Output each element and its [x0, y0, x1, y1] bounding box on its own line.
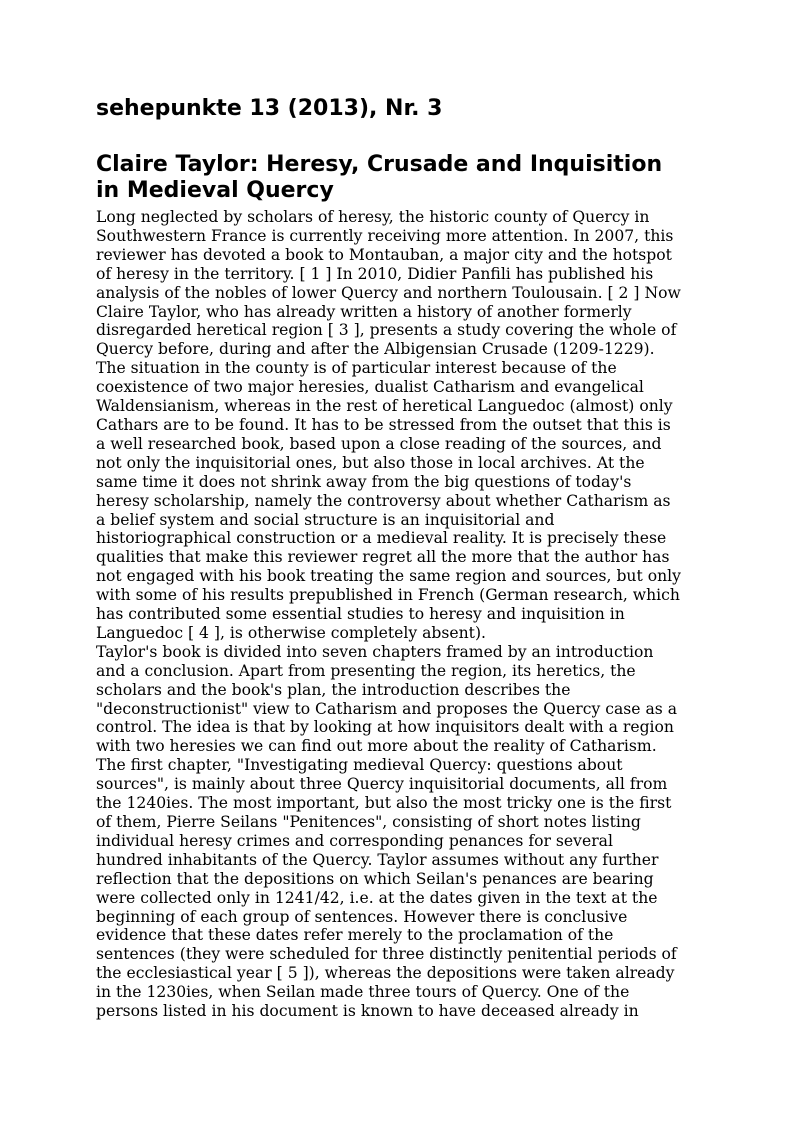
document-page: [96, 94, 706, 1021]
review-title: Claire Taylor: Heresy, Crusade and Inquisition in Medieval Quercy: [96, 152, 663, 203]
body-paragraph-2: Taylor's book is divided into seven chapters framed by an introduction and a conclusion. Apart from presenting the region, its heretics, the scholars and the book's plan, the introduction describes the "deconstructionist" view to Catharism and proposes the Quercy case as a control. The idea is that by looking at how inquisitors dealt with a region with two heresies we can find out more about the reality of Catharism. The first chapter, "Investigating medieval Quercy: questions about sources", is mainly about three Quercy inquisitorial documents, all from the 1240ies. The most important, but also the most tricky one is the first of them, Pierre Seilans "Penitences", consisting of short notes listing individual heresy crimes and corresponding penances for several hundred inhabitants of the Quercy. Taylor assumes without any further reflection that the depositions on which Seilan's penances are bearing were collected only in 1241/42, i.e. at the dates given in the text at the beginning of each group of sentences. However there is conclusive evidence that these dates refer merely to the proclamation of the sentences (they were scheduled for three distinctly penitential periods of the ecclesiastical year [ 5 ]), whereas the depositions were taken already in the 1230ies, when Seilan made three tours of Quercy. One of the persons listed in his document is known to have deceased already in: [96, 642, 678, 1021]
journal-heading: sehepunkte 13 (2013), Nr. 3: [96, 96, 443, 121]
body-paragraph-1: Long neglected by scholars of heresy, the historic county of Quercy in Southwestern France is currently receiving more attention. In 2007, this reviewer has devoted a book to Montauban, a major city and the hotspot of heresy in the territory. [ 1 ] In 2010, Didier Panfili has published his analysis of the nobles of lower Quercy and northern Toulousain. [ 2 ] Now Claire Taylor, who has already written a history of another formerly disregarded heretical region [ 3 ], presents a study covering the whole of Quercy before, during and after the Albigensian Crusade (1209-1229). The situation in the county is of particular interest because of the coexistence of two major heresies, dualist Catharism and evangelical Waldensianism, whereas in the rest of heretical Languedoc (almost) only Cathars are to be found. It has to be stressed from the outset that this is a well researched book, based upon a close reading of the sources, and not only the inquisitorial ones, but also those in local archives. At the same time it does not shrink away from the big questions of today's heresy scholarship, namely the controversy about whether Catharism as a belief system and social structure is an inquisitorial and historiographical construction or a medieval reality. It is precisely these qualities that make this reviewer regret all the more that the author has not engaged with his book treating the same region and sources, but only with some of his results prepublished in French (German research, which has contributed some essential studies to heresy and inquisition in Languedoc [ 4 ], is otherwise completely absent).: [96, 208, 681, 642]
